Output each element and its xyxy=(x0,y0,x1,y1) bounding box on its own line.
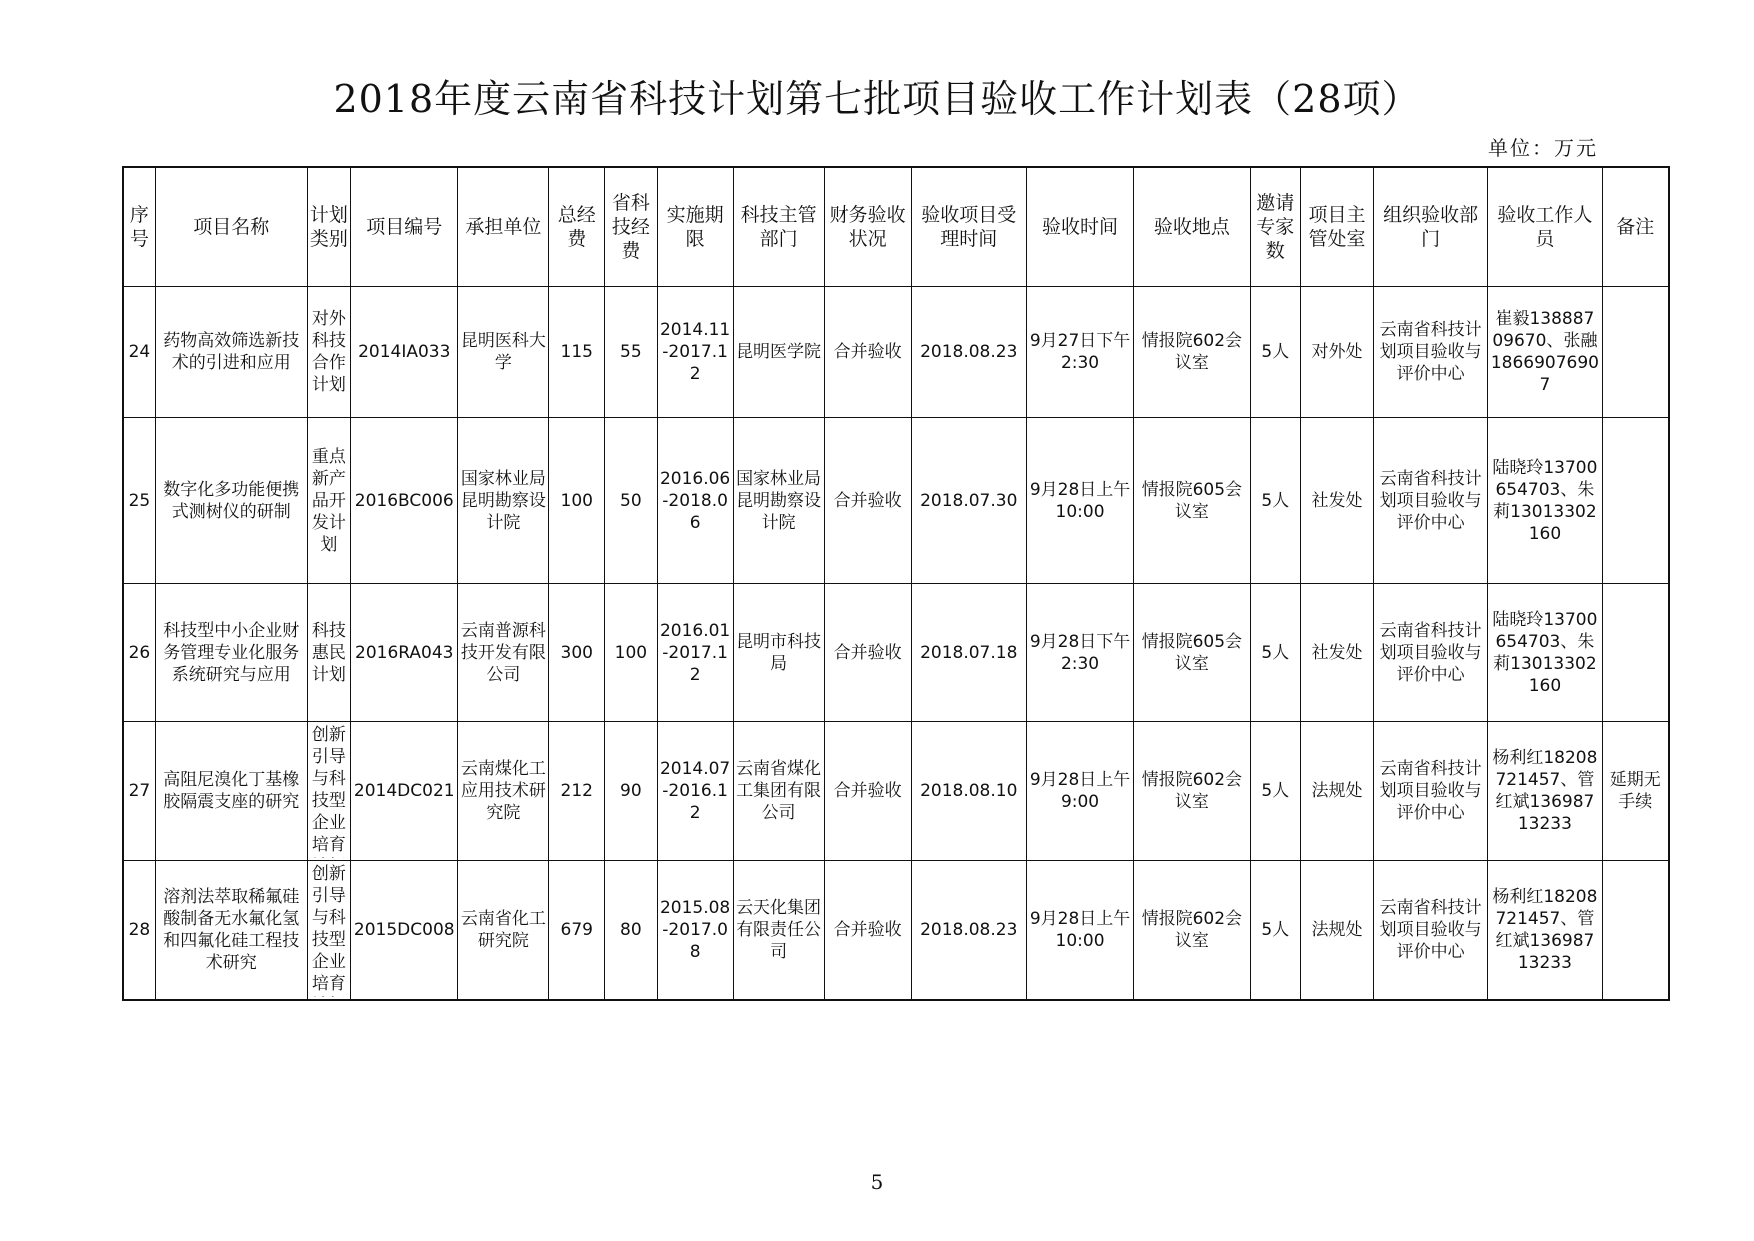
acceptance-received-date-cell: 2018.07.30 xyxy=(911,418,1026,584)
acceptance-plan-table xyxy=(122,166,1670,1001)
header-cell: 备注 xyxy=(1602,167,1669,287)
header-cell: 验收地点 xyxy=(1134,167,1250,287)
organizing-department-cell: 云南省科技计划项目验收与评价中心 xyxy=(1373,584,1487,722)
acceptance-received-date-cell: 2018.08.10 xyxy=(911,722,1026,861)
remarks-cell: 延期无手续 xyxy=(1602,722,1669,861)
header-cell: 总经费 xyxy=(549,167,605,287)
table-row xyxy=(123,584,1669,722)
unit-label: 单位：万元 xyxy=(1488,136,1598,160)
project-code-cell: 2014DC021 xyxy=(351,722,458,861)
table-row xyxy=(123,287,1669,418)
header-cell: 项目主管处室 xyxy=(1301,167,1374,287)
financial-acceptance-cell: 合并验收 xyxy=(824,861,911,1000)
header-cell: 序号 xyxy=(123,167,155,287)
acceptance-location-cell: 情报院605会议室 xyxy=(1134,418,1250,584)
row-number-cell: 24 xyxy=(123,287,155,418)
managing-office-cell: 社发处 xyxy=(1301,418,1374,584)
acceptance-location-cell: 情报院602会议室 xyxy=(1134,861,1250,1000)
staff-contact-cell: 杨利红18208721457、管红斌13698713233 xyxy=(1488,861,1602,1000)
header-cell: 验收项目受理时间 xyxy=(911,167,1026,287)
undertaking-unit-cell: 国家林业局昆明勘察设计院 xyxy=(458,418,549,584)
expert-count-cell: 5人 xyxy=(1250,287,1301,418)
header-row xyxy=(123,167,1669,287)
acceptance-time-cell: 9月27日下午2:30 xyxy=(1026,287,1133,418)
plan-category-cell: 对外科技合作计划 xyxy=(307,287,351,418)
competent-department-cell: 昆明市科技局 xyxy=(733,584,824,722)
staff-contact-cell: 崔毅13888709670、张融18669076907 xyxy=(1488,287,1602,418)
remarks-cell xyxy=(1602,287,1669,418)
undertaking-unit-cell: 云南煤化工应用技术研究院 xyxy=(458,722,549,861)
project-name-cell: 高阻尼溴化丁基橡胶隔震支座的研究 xyxy=(155,722,307,861)
managing-office-cell: 对外处 xyxy=(1301,287,1374,418)
row-number-cell: 25 xyxy=(123,418,155,584)
acceptance-time-cell: 9月28日下午2:30 xyxy=(1026,584,1133,722)
provincial-funding-cell: 55 xyxy=(605,287,658,418)
financial-acceptance-cell: 合并验收 xyxy=(824,418,911,584)
row-number-cell: 26 xyxy=(123,584,155,722)
implementation-period-cell: 2014.07-2016.12 xyxy=(657,722,733,861)
remarks-cell xyxy=(1602,584,1669,722)
header-cell: 组织验收部门 xyxy=(1373,167,1487,287)
acceptance-received-date-cell: 2018.07.18 xyxy=(911,584,1026,722)
expert-count-cell: 5人 xyxy=(1250,418,1301,584)
table-row xyxy=(123,722,1669,861)
header-cell: 科技主管部门 xyxy=(733,167,824,287)
project-name-cell: 药物高效筛选新技术的引进和应用 xyxy=(155,287,307,418)
undertaking-unit-cell: 云南普源科技开发有限公司 xyxy=(458,584,549,722)
project-name-cell: 溶剂法萃取稀氟硅酸制备无水氟化氢和四氟化硅工程技术研究 xyxy=(155,861,307,1000)
project-name-cell: 数字化多功能便携式测树仪的研制 xyxy=(155,418,307,584)
acceptance-time-cell: 9月28日上午10:00 xyxy=(1026,418,1133,584)
managing-office-cell: 社发处 xyxy=(1301,584,1374,722)
project-code-cell: 2014IA033 xyxy=(351,287,458,418)
organizing-department-cell: 云南省科技计划项目验收与评价中心 xyxy=(1373,287,1487,418)
acceptance-location-cell: 情报院602会议室 xyxy=(1134,722,1250,861)
total-funding-cell: 300 xyxy=(549,584,605,722)
project-name-cell: 科技型中小企业财务管理专业化服务系统研究与应用 xyxy=(155,584,307,722)
provincial-funding-cell: 90 xyxy=(605,722,658,861)
total-funding-cell: 679 xyxy=(549,861,605,1000)
plan-category-text: 创新引导与科技型企业培育 xyxy=(311,863,346,994)
total-funding-cell: 100 xyxy=(549,418,605,584)
competent-department-cell: 云南省煤化工集团有限公司 xyxy=(733,722,824,861)
header-cell: 项目名称 xyxy=(155,167,307,287)
header-cell: 财务验收状况 xyxy=(824,167,911,287)
expert-count-cell: 5人 xyxy=(1250,861,1301,1000)
table-row xyxy=(123,418,1669,584)
implementation-period-cell: 2016.01-2017.12 xyxy=(657,584,733,722)
undertaking-unit-cell: 云南省化工研究院 xyxy=(458,861,549,1000)
acceptance-time-cell: 9月28日上午10:00 xyxy=(1026,861,1133,1000)
project-code-cell: 2016BC006 xyxy=(351,418,458,584)
plan-category-cell: 重点新产品开发计划 xyxy=(307,418,351,584)
row-number-cell: 27 xyxy=(123,722,155,861)
row-number-cell: 28 xyxy=(123,861,155,1000)
staff-contact-cell: 陆晓玲13700654703、朱莉13013302160 xyxy=(1488,584,1602,722)
acceptance-received-date-cell: 2018.08.23 xyxy=(911,861,1026,1000)
expert-count-cell: 5人 xyxy=(1250,584,1301,722)
project-code-cell: 2015DC008 xyxy=(351,861,458,1000)
header-cell: 邀请专家数 xyxy=(1250,167,1301,287)
provincial-funding-cell: 50 xyxy=(605,418,658,584)
staff-contact-cell: 陆晓玲13700654703、朱莉13013302160 xyxy=(1488,418,1602,584)
table-row xyxy=(123,861,1669,1000)
header-cell: 验收时间 xyxy=(1026,167,1133,287)
plan-category-cell xyxy=(307,861,351,1000)
competent-department-cell: 昆明医学院 xyxy=(733,287,824,418)
implementation-period-cell: 2016.06-2018.06 xyxy=(657,418,733,584)
header-cell: 实施期限 xyxy=(657,167,733,287)
total-funding-cell: 212 xyxy=(549,722,605,861)
financial-acceptance-cell: 合并验收 xyxy=(824,287,911,418)
document-title: 2018年度云南省科技计划第七批项目验收工作计划表（28项） xyxy=(333,77,1421,121)
managing-office-cell: 法规处 xyxy=(1301,861,1374,1000)
project-code-cell: 2016RA043 xyxy=(351,584,458,722)
acceptance-received-date-cell: 2018.08.23 xyxy=(911,287,1026,418)
expert-count-cell: 5人 xyxy=(1250,722,1301,861)
plan-category-cell: 科技惠民计划 xyxy=(307,584,351,722)
total-funding-cell: 115 xyxy=(549,287,605,418)
provincial-funding-cell: 100 xyxy=(605,584,658,722)
implementation-period-cell: 2015.08-2017.08 xyxy=(657,861,733,1000)
financial-acceptance-cell: 合并验收 xyxy=(824,584,911,722)
acceptance-time-cell: 9月28日上午9:00 xyxy=(1026,722,1133,861)
header-cell: 承担单位 xyxy=(458,167,549,287)
plan-category-text: 创新引导与科技型企业培育 xyxy=(311,725,346,855)
header-cell: 验收工作人员 xyxy=(1488,167,1602,287)
competent-department-cell: 国家林业局昆明勘察设计院 xyxy=(733,418,824,584)
managing-office-cell: 法规处 xyxy=(1301,722,1374,861)
financial-acceptance-cell: 合并验收 xyxy=(824,722,911,861)
competent-department-cell: 云天化集团有限责任公司 xyxy=(733,861,824,1000)
implementation-period-cell: 2014.11-2017.12 xyxy=(657,287,733,418)
organizing-department-cell: 云南省科技计划项目验收与评价中心 xyxy=(1373,861,1487,1000)
organizing-department-cell: 云南省科技计划项目验收与评价中心 xyxy=(1373,418,1487,584)
page-number: 5 xyxy=(870,1170,884,1194)
header-cell: 项目编号 xyxy=(351,167,458,287)
header-cell: 省科技经费 xyxy=(605,167,658,287)
provincial-funding-cell: 80 xyxy=(605,861,658,1000)
staff-contact-cell: 杨利红18208721457、管红斌13698713233 xyxy=(1488,722,1602,861)
header-cell: 计划类别 xyxy=(307,167,351,287)
acceptance-location-cell: 情报院605会议室 xyxy=(1134,584,1250,722)
remarks-cell xyxy=(1602,861,1669,1000)
undertaking-unit-cell: 昆明医科大学 xyxy=(458,287,549,418)
plan-category-cell xyxy=(307,722,351,861)
remarks-cell xyxy=(1602,418,1669,584)
acceptance-location-cell: 情报院602会议室 xyxy=(1134,287,1250,418)
organizing-department-cell: 云南省科技计划项目验收与评价中心 xyxy=(1373,722,1487,861)
